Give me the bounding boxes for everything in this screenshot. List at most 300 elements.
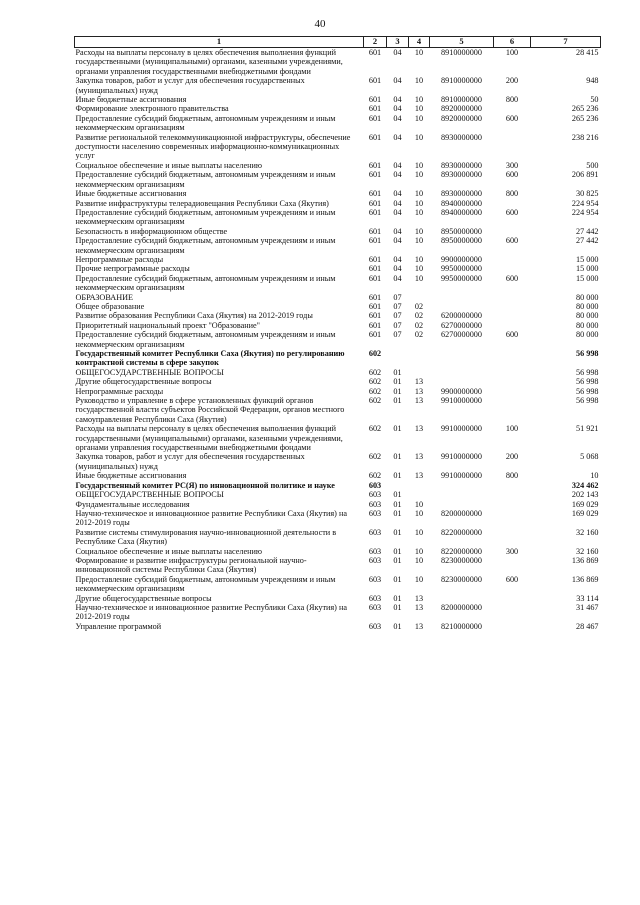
- table-row: [75, 95, 601, 104]
- row-name-cell: Формирование электронного правительства: [75, 104, 229, 114]
- chapter-code-cell: 01: [393, 396, 402, 406]
- expense-type-cell: 200: [505, 76, 519, 86]
- header-cell: 5: [430, 37, 494, 48]
- chapter-code-cell: 01: [393, 593, 402, 603]
- amount-cell: 51 921: [575, 424, 599, 434]
- amount-cell: 265 236: [571, 104, 599, 114]
- section-code-cell: 602: [368, 424, 382, 434]
- section-code-cell: 603: [368, 593, 382, 603]
- table-row: [75, 368, 601, 377]
- target-item-cell: 9910000000: [441, 424, 482, 434]
- section-code-cell: 603: [368, 527, 382, 537]
- subsection-code-cell: 10: [414, 226, 424, 236]
- amount-cell: 56 998: [575, 396, 599, 406]
- section-code-cell: 603: [368, 574, 382, 584]
- subsection-code-cell: 10: [414, 555, 424, 565]
- row-name-cell: Государственный комитет Республики Саха (Якутия) по регулированию контрактной системы в сфере закупок: [75, 349, 345, 368]
- target-item-cell: 8930000000: [441, 170, 482, 180]
- amount-cell: 50: [590, 95, 599, 105]
- table-row: [75, 481, 601, 490]
- amount-cell: 30 825: [575, 189, 599, 199]
- subsection-code-cell: [409, 490, 430, 499]
- header-row: [75, 37, 601, 48]
- header-cell: 2: [364, 37, 387, 48]
- target-item-cell: 8930000000: [441, 189, 482, 199]
- table-row: [75, 302, 601, 311]
- expense-type-cell: [494, 321, 531, 330]
- amount-cell: 15 000: [575, 254, 599, 264]
- row-name-cell: ОБРАЗОВАНИЕ: [75, 292, 134, 302]
- target-item-cell: [430, 490, 494, 499]
- section-code-cell: 603: [368, 546, 382, 556]
- amount-cell: 224 954: [571, 198, 599, 208]
- section-code-cell: 602: [368, 367, 382, 377]
- table-row: [75, 424, 601, 452]
- expense-type-cell: [494, 104, 531, 113]
- section-code-cell: 601: [368, 48, 382, 57]
- target-item-cell: 8940000000: [441, 207, 482, 217]
- amount-cell: 5 068: [580, 452, 599, 462]
- table-row: [75, 274, 601, 293]
- chapter-code-cell: 04: [393, 113, 402, 123]
- expense-type-cell: [494, 293, 531, 302]
- subsection-code-cell: 13: [414, 621, 424, 631]
- subsection-code-cell: 02: [414, 330, 424, 340]
- target-item-cell: 8950000000: [441, 236, 482, 246]
- table-row: [75, 227, 601, 236]
- section-code-cell: 601: [368, 189, 382, 199]
- subsection-code-cell: 10: [414, 189, 424, 199]
- section-code-cell: 601: [368, 198, 382, 208]
- chapter-code-cell: 01: [393, 621, 402, 631]
- subsection-code-cell: 13: [414, 424, 424, 434]
- target-item-cell: 8930000000: [441, 132, 482, 142]
- target-item-cell: 9910000000: [441, 396, 482, 406]
- target-item-cell: 8220000000: [441, 546, 482, 556]
- subsection-code-cell: 10: [414, 499, 424, 509]
- chapter-code-cell: 04: [393, 264, 402, 274]
- table-row: [75, 104, 601, 113]
- table-row: [75, 76, 601, 95]
- subsection-code-cell: 10: [414, 170, 424, 180]
- section-code-cell: 602: [368, 452, 382, 462]
- row-name-cell: Развитие системы стимулирования научно-инновационной деятельности в Республике Саха (Якутия): [75, 527, 337, 547]
- table-body: [75, 48, 601, 632]
- table-row: [75, 189, 601, 198]
- chapter-code-cell: 01: [393, 574, 402, 584]
- table-row: [75, 500, 601, 509]
- row-name-cell: Государственный комитет РС(Я) по инновационной политике и науке: [75, 480, 335, 490]
- expense-type-cell: [494, 311, 531, 320]
- row-name-cell: Расходы на выплаты персоналу в целях обеспечения выполнения функций государственными (муниципальными) органами, казенными учреждениями, органами управления государственными внебюджетными фондами: [75, 424, 343, 453]
- section-code-cell: 602: [368, 471, 382, 481]
- table-row: [75, 575, 601, 594]
- expense-type-cell: [494, 199, 531, 208]
- row-name-cell: Предоставление субсидий бюджетным, автономным учреждениям и иным некоммерческим организациям: [75, 574, 336, 594]
- table-row: [75, 236, 601, 255]
- section-code-cell: 601: [368, 207, 382, 217]
- target-item-cell: 8930000000: [441, 160, 482, 170]
- subsection-code-cell: 10: [414, 95, 424, 105]
- table-row: [75, 133, 601, 161]
- amount-cell: 10: [590, 471, 599, 481]
- section-code-cell: 601: [368, 264, 382, 274]
- section-code-cell: 603: [368, 555, 382, 565]
- chapter-code-cell: [387, 349, 409, 368]
- subsection-code-cell: [409, 368, 430, 377]
- subsection-code-cell: 02: [414, 301, 424, 311]
- chapter-code-cell: 07: [393, 301, 402, 311]
- chapter-code-cell: 01: [393, 602, 402, 612]
- section-code-cell: 601: [368, 330, 382, 340]
- row-name-cell: Научно-техническое и инновационное развитие Республики Саха (Якутия) на 2012-2019 годы: [75, 602, 347, 622]
- section-code-cell: 601: [368, 170, 382, 180]
- chapter-code-cell: 04: [393, 198, 402, 208]
- expense-type-cell: 600: [505, 574, 519, 584]
- target-item-cell: 9950000000: [441, 264, 482, 274]
- section-code-cell: 601: [368, 273, 382, 283]
- amount-cell: 32 160: [575, 546, 599, 556]
- expense-type-cell: 200: [505, 452, 519, 462]
- row-name-cell: Иные бюджетные ассигнования: [75, 95, 187, 105]
- amount-cell: 28 467: [575, 621, 599, 631]
- chapter-code-cell: 01: [393, 508, 402, 518]
- chapter-code-cell: 01: [393, 499, 402, 509]
- section-code-cell: 601: [368, 76, 382, 86]
- table-row: [75, 199, 601, 208]
- table-row: [75, 603, 601, 622]
- expense-type-cell: 100: [505, 424, 519, 434]
- target-item-cell: [430, 302, 494, 311]
- table-row: [75, 396, 601, 424]
- section-code-cell: 601: [368, 292, 382, 302]
- table-row: [75, 293, 601, 302]
- target-item-cell: 9910000000: [441, 471, 482, 481]
- row-name-cell: ОБЩЕГОСУДАРСТВЕННЫЕ ВОПРОСЫ: [75, 490, 224, 500]
- table-row: [75, 594, 601, 603]
- row-name-cell: Развитие региональной телекоммуникационной инфраструктуры, обеспечение доступности населению современных информационно-коммуникационных услуг: [75, 132, 351, 161]
- target-item-cell: 8220000000: [441, 527, 482, 537]
- row-name-cell: Формирование и развитие инфраструктуры региональной научно-инновационной системы Республики Саха (Якутия): [75, 555, 307, 575]
- expense-type-cell: [494, 255, 531, 264]
- row-name-cell: Предоставление субсидий бюджетным, автономным учреждениям и иным некоммерческим организациям: [75, 236, 336, 255]
- budget-table: [74, 36, 601, 631]
- row-name-cell: Иные бюджетные ассигнования: [75, 189, 187, 199]
- row-name-cell: Закупка товаров, работ и услуг для обеспечения государственных (муниципальных) нужд: [75, 452, 305, 471]
- expense-type-cell: 600: [505, 330, 519, 340]
- chapter-code-cell: 04: [393, 273, 402, 283]
- expense-type-cell: [494, 227, 531, 236]
- row-name-cell: Закупка товаров, работ и услуг для обеспечения государственных (муниципальных) нужд: [75, 76, 305, 95]
- target-item-cell: 8200000000: [441, 508, 482, 518]
- page-number: 40: [314, 18, 326, 30]
- target-item-cell: 9950000000: [441, 273, 482, 283]
- expense-type-cell: [494, 387, 531, 396]
- section-code-cell: 601: [368, 113, 382, 123]
- expense-type-cell: 600: [505, 170, 519, 180]
- row-name-cell: Научно-техническое и инновационное развитие Республики Саха (Якутия) на 2012-2019 годы: [75, 508, 347, 528]
- chapter-code-cell: 01: [393, 527, 402, 537]
- amount-cell: 136 869: [571, 555, 599, 565]
- amount-cell: 206 891: [571, 170, 599, 180]
- amount-cell: 56 998: [575, 377, 599, 387]
- target-item-cell: 9900000000: [441, 386, 482, 396]
- row-name-cell: Предоставление субсидий бюджетным, автономным учреждениям и иным некоммерческим организациям: [75, 170, 336, 189]
- header-cell: 7: [531, 37, 601, 48]
- target-item-cell: 8920000000: [441, 104, 482, 114]
- row-name-cell: Социальное обеспечение и иные выплаты населению: [75, 546, 262, 556]
- target-item-cell: 8910000000: [441, 95, 482, 105]
- subsection-code-cell: 10: [414, 546, 424, 556]
- target-item-cell: 8950000000: [441, 226, 482, 236]
- row-name-cell: ОБЩЕГОСУДАРСТВЕННЫЕ ВОПРОСЫ: [75, 367, 224, 377]
- target-item-cell: 8910000000: [441, 76, 482, 86]
- amount-cell: 80 000: [575, 311, 599, 321]
- chapter-code-cell: 04: [393, 254, 402, 264]
- amount-cell: 27 442: [575, 226, 599, 236]
- target-item-cell: 9910000000: [441, 452, 482, 462]
- amount-cell: 80 000: [575, 330, 599, 340]
- table-row: [75, 547, 601, 556]
- target-item-cell: 6200000000: [441, 311, 482, 321]
- chapter-code-cell: 01: [393, 377, 402, 387]
- row-name-cell: Общее образование: [75, 301, 145, 311]
- header-cell: 1: [75, 37, 364, 48]
- row-name-cell: Развитие инфраструктуры телерадиовещания Республики Саха (Якутия): [75, 198, 329, 208]
- expense-type-cell: 600: [505, 207, 519, 217]
- amount-cell: 224 954: [571, 207, 599, 217]
- table-row: [75, 509, 601, 528]
- expense-type-cell: [494, 264, 531, 273]
- table-row: [75, 255, 601, 264]
- header-cell: 3: [387, 37, 409, 48]
- section-code-cell: 602: [368, 396, 382, 406]
- chapter-code-cell: 04: [393, 76, 402, 86]
- expense-type-cell: 800: [505, 189, 519, 199]
- amount-cell: 948: [586, 76, 599, 86]
- subsection-code-cell: 10: [414, 264, 424, 274]
- section-code-cell: 602: [368, 386, 382, 396]
- row-name-cell: Другие общегосударственные вопросы: [75, 593, 212, 603]
- amount-cell: 238 216: [571, 132, 599, 142]
- amount-cell: 15 000: [575, 264, 599, 274]
- table-row: [75, 264, 601, 273]
- table-row: [75, 349, 601, 368]
- expense-type-cell: 100: [505, 48, 519, 57]
- amount-cell: 33 114: [576, 593, 599, 603]
- row-name-cell: Расходы на выплаты персоналу в целях обеспечения выполнения функций государственными (муниципальными) органами, казенными учреждениями, органами управления государственными внебюджетными фондами: [75, 48, 343, 76]
- row-name-cell: Безопасность в информационном обществе: [75, 226, 228, 236]
- table-row: [75, 556, 601, 575]
- section-code-cell: 601: [368, 236, 382, 246]
- row-name-cell: Фундаментальные исследования: [75, 499, 190, 509]
- section-code-cell: 603: [368, 490, 382, 500]
- row-name-cell: Непрограммные расходы: [75, 254, 164, 264]
- row-name-cell: Прочие непрограммные расходы: [75, 264, 190, 274]
- chapter-code-cell: [387, 481, 409, 490]
- table-row: [75, 377, 601, 386]
- chapter-code-cell: 01: [393, 452, 402, 462]
- header-cell: 4: [409, 37, 430, 48]
- subsection-code-cell: 10: [414, 104, 424, 114]
- chapter-code-cell: 04: [393, 226, 402, 236]
- table-row: [75, 208, 601, 227]
- subsection-code-cell: 13: [414, 386, 424, 396]
- table-row: [75, 161, 601, 170]
- chapter-code-cell: 04: [393, 132, 402, 142]
- amount-cell: 80 000: [575, 292, 599, 302]
- row-name-cell: Управление программой: [75, 621, 162, 631]
- table-row: [75, 321, 601, 330]
- row-name-cell: Предоставление субсидий бюджетным, автономным учреждениям и иным некоммерческим организациям: [75, 113, 336, 133]
- chapter-code-cell: 01: [393, 555, 402, 565]
- target-item-cell: 8940000000: [441, 198, 482, 208]
- chapter-code-cell: 01: [393, 546, 402, 556]
- row-name-cell: Социальное обеспечение и иные выплаты населению: [75, 160, 262, 170]
- subsection-code-cell: 10: [414, 198, 424, 208]
- section-code-cell: 602: [368, 377, 382, 387]
- expense-type-cell: 600: [505, 273, 519, 283]
- expense-type-cell: 300: [505, 546, 519, 556]
- subsection-code-cell: 10: [414, 207, 424, 217]
- section-code-cell: 601: [368, 301, 382, 311]
- subsection-code-cell: 10: [414, 160, 424, 170]
- amount-cell: 265 236: [571, 113, 599, 123]
- expense-type-cell: 800: [505, 95, 519, 105]
- subsection-code-cell: 10: [414, 574, 424, 584]
- amount-cell: 56 998: [575, 386, 599, 396]
- header-cell: 6: [494, 37, 531, 48]
- chapter-code-cell: 07: [393, 330, 402, 340]
- amount-cell: 28 415: [575, 48, 599, 57]
- section-code-cell: 601: [368, 226, 382, 236]
- target-item-cell: 8910000000: [441, 48, 482, 57]
- subsection-code-cell: 10: [414, 273, 424, 283]
- table-row: [75, 528, 601, 547]
- chapter-code-cell: 07: [393, 311, 402, 321]
- expense-type-cell: 300: [505, 160, 519, 170]
- subsection-code-cell: [409, 481, 430, 490]
- row-name-cell: Другие общегосударственные вопросы: [75, 377, 212, 387]
- expense-type-cell: [494, 481, 531, 490]
- expense-type-cell: [494, 368, 531, 377]
- chapter-code-cell: 04: [393, 170, 402, 180]
- row-name-cell: Приоритетный национальный проект "Образование": [75, 320, 261, 330]
- section-code-cell: 601: [368, 132, 382, 142]
- expense-type-cell: [494, 509, 531, 528]
- subsection-code-cell: 02: [414, 311, 424, 321]
- subsection-code-cell: 13: [414, 396, 424, 406]
- amount-cell: 31 467: [575, 602, 599, 612]
- chapter-code-cell: 04: [393, 160, 402, 170]
- expense-type-cell: [494, 396, 531, 424]
- table-row: [75, 114, 601, 133]
- row-name-cell: Предоставление субсидий бюджетным, автономным учреждениям и иным некоммерческим организациям: [75, 273, 336, 293]
- table-row: [75, 170, 601, 189]
- target-item-cell: [430, 293, 494, 302]
- chapter-code-cell: 01: [393, 490, 402, 500]
- amount-cell: 202 143: [571, 490, 599, 500]
- section-code-cell: 601: [368, 311, 382, 321]
- subsection-code-cell: 13: [414, 602, 424, 612]
- chapter-code-cell: 07: [393, 320, 402, 330]
- subsection-code-cell: 10: [414, 236, 424, 246]
- section-code-cell: 601: [368, 160, 382, 170]
- chapter-code-cell: 04: [393, 104, 402, 114]
- amount-cell: 169 029: [571, 499, 599, 509]
- row-name-cell: Руководство и управление в сфере установленных функций органов государственной власти субъектов Российской Федерации, органов местного самоуправления Республики Саха (Якутия): [75, 396, 345, 424]
- target-item-cell: [430, 377, 494, 386]
- subsection-code-cell: 10: [414, 113, 424, 123]
- amount-cell: 169 029: [571, 508, 599, 518]
- expense-type-cell: [494, 603, 531, 622]
- target-item-cell: 6270000000: [441, 320, 482, 330]
- section-code-cell: 603: [368, 602, 382, 612]
- chapter-code-cell: 04: [393, 48, 402, 57]
- expense-type-cell: 600: [505, 236, 519, 246]
- subsection-code-cell: [409, 293, 430, 302]
- expense-type-cell: [494, 622, 531, 631]
- amount-cell: 15 000: [575, 273, 599, 283]
- subsection-code-cell: 13: [414, 377, 424, 387]
- amount-cell: 136 869: [571, 574, 599, 584]
- amount-cell: 27 442: [575, 236, 599, 246]
- expense-type-cell: 600: [505, 113, 519, 123]
- subsection-code-cell: 13: [414, 452, 424, 462]
- section-code-cell: 603: [368, 499, 382, 509]
- subsection-code-cell: 10: [414, 132, 424, 142]
- target-item-cell: [430, 500, 494, 509]
- expense-type-cell: [494, 594, 531, 603]
- amount-cell: 324 462: [571, 480, 599, 490]
- amount-cell: 80 000: [575, 320, 599, 330]
- subsection-code-cell: [409, 349, 430, 368]
- expense-type-cell: [494, 302, 531, 311]
- chapter-code-cell: 01: [393, 367, 402, 377]
- subsection-code-cell: 10: [414, 48, 424, 57]
- amount-cell: 32 160: [575, 527, 599, 537]
- section-code-cell: 603: [368, 621, 382, 631]
- subsection-code-cell: 13: [414, 593, 424, 603]
- amount-cell: 500: [586, 160, 599, 170]
- section-code-cell: 603: [368, 480, 382, 490]
- section-code-cell: 601: [368, 320, 382, 330]
- expense-type-cell: [494, 133, 531, 161]
- amount-cell: 56 998: [575, 349, 599, 358]
- chapter-code-cell: 04: [393, 236, 402, 246]
- target-item-cell: [430, 594, 494, 603]
- chapter-code-cell: 04: [393, 95, 402, 105]
- row-name-cell: Непрограммные расходы: [75, 386, 164, 396]
- amount-cell: 56 998: [575, 367, 599, 377]
- section-code-cell: 601: [368, 95, 382, 105]
- subsection-code-cell: 10: [414, 527, 424, 537]
- target-item-cell: 8210000000: [441, 621, 482, 631]
- expense-type-cell: [494, 349, 531, 368]
- table-row: [75, 330, 601, 349]
- table-row: [75, 48, 601, 77]
- table-row: [75, 311, 601, 320]
- target-item-cell: 6270000000: [441, 330, 482, 340]
- chapter-code-cell: 01: [393, 386, 402, 396]
- row-name-cell: Предоставление субсидий бюджетным, автономным учреждениям и иным некоммерческим организациям: [75, 207, 336, 227]
- section-code-cell: 601: [368, 254, 382, 264]
- target-item-cell: 8920000000: [441, 113, 482, 123]
- target-item-cell: 8230000000: [441, 574, 482, 584]
- expense-type-cell: [494, 528, 531, 547]
- subsection-code-cell: 10: [414, 76, 424, 86]
- target-item-cell: [430, 349, 494, 368]
